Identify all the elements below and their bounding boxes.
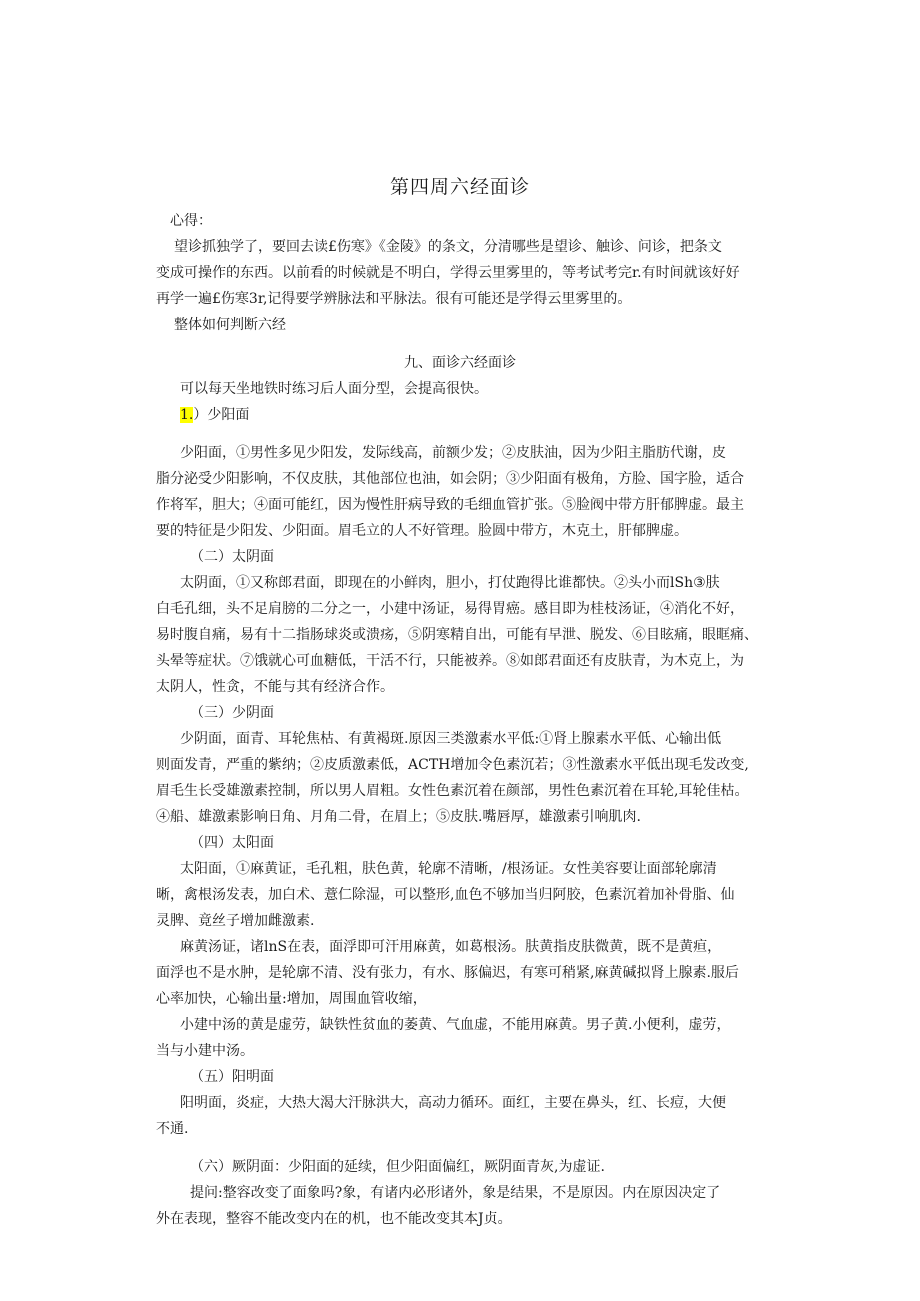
- question-line: 外在表现，整容不能改变内在的机，也不能改变其本J贞。: [156, 1211, 512, 1227]
- paragraph-line: 面浮也不是水肿，是轮廓不清、没有张力，有水、豚偏迟，有寒可稍紧,麻黄碱拟肾上腺素.服后: [156, 965, 739, 981]
- paragraph-line: 太阳面，①麻黄证，毛孔粗，肤色黄，轮廓不清晰，/根汤证。女性美容要让面部轮廓清: [180, 861, 717, 877]
- paragraph-line: 要的特征是少阳发、少阳面。眉毛立的人不好管理。脸圆中带方，木克土，肝郁脾虚。: [156, 523, 688, 539]
- paragraph-line: ④船、雄激素影响日角、月角二骨，在眉上；⑤皮肤.嘴唇厚，雄激素引响肌肉.: [156, 809, 641, 825]
- notes-line: 再学一遍£伤寒3r,记得要学辨脉法和平脉法。很有可能还是学得云里雾里的。: [156, 291, 632, 307]
- subsection-heading-5: （五）阳明面: [190, 1069, 274, 1085]
- subsection-heading-4: （四）太阳面: [190, 835, 274, 851]
- paragraph-line: 少阳面，①男性多见少阳发，发际线高，前额少发；②皮肤油，因为少阳主脂肪代谢，皮: [180, 445, 726, 461]
- paragraph-line: 心率加快，心输出量:增加，周围血管收缩，: [156, 991, 427, 1007]
- paragraph-line: 当与小建中汤。: [156, 1043, 254, 1059]
- subsection-heading-6: （六）厥阴面：少阳面的延续，但少阳面偏红，厥阴面青灰,为虚证.: [190, 1159, 605, 1175]
- subsection-heading-1: 1.）少阳面: [180, 407, 250, 423]
- paragraph-line: 晰，禽根汤发表，加白术、薏仁除湿，可以整形,血色不够加当归阿胶，色素沉着加补骨脂、仙: [156, 887, 735, 903]
- notes-line: 望诊抓独学了，要回去读£伤寒》《金陵》的条文，分清哪些是望诊、触诊、问诊，把条文: [174, 239, 722, 255]
- paragraph-line: 少阴面，面青、耳轮焦枯、有黄褐斑.原因三类激素水平低:①肾上腺素水平低、心输出低: [180, 731, 722, 747]
- paragraph-line: 太阴人，性贪，不能与其有经济合作。: [156, 679, 394, 695]
- section-title: 九、面诊六经面诊: [404, 355, 516, 371]
- paragraph-line: 脂分泌受少阳影响，不仅皮肤，其他部位也油，如会阴；③少阳面有极角，方脸、国字脸，适合: [156, 471, 744, 487]
- notes-line: 变成可操作的东西。以前看的时候就是不明白，学得云里雾里的，等考试考完r.有时间就该好好: [156, 265, 740, 281]
- paragraph-line: 太阴面，①又称郎君面，即现在的小鲜肉，胆小，打仗跑得比谁都快。②头小而lSh③肤: [180, 575, 720, 591]
- paragraph-line: 小建中汤的黄是虚劳，缺铁性贫血的萎黄、气血虚，不能用麻黄。男子黄.小便利，虚劳，: [180, 1017, 731, 1033]
- page-title: 第四周六经面诊: [389, 176, 530, 198]
- paragraph-line: 白毛孔细，头不足肩膀的二分之一，小建中汤证，易得胃癌。感目即为桂枝汤证，④消化不好，: [156, 601, 744, 617]
- paragraph-line: 麻黄汤证，诸lnS在表，面浮即可汗用麻黄，如葛根汤。肤黄指皮肤微黄，既不是黄疸，: [180, 939, 722, 955]
- paragraph-line: 头晕等症状。⑦饿就心可血糖低，干活不行，只能被养。⑧如郎君面还有皮肤青，为木克上，为: [156, 653, 744, 669]
- notes-question: 整体如何判断六经: [174, 317, 286, 333]
- paragraph-line: 则面发青，严重的紫纳；②皮质激素低，ACTH增加令色素沉若；③性激素水平低出现毛发改变,: [156, 757, 749, 773]
- highlighted-number: 1.: [180, 407, 194, 423]
- section-intro: 可以每天坐地铁时练习后人面分型，会提高很快。: [180, 381, 488, 397]
- notes-label: 心得：: [170, 213, 212, 229]
- paragraph-line: 不通.: [156, 1121, 189, 1137]
- paragraph-line: 易时腹自痛，易有十二指肠球炎或溃疡，⑤阴寒精自出，可能有早泄、脱发、⑥目眩痛，眼眶痛、: [156, 627, 758, 643]
- subsection-heading-3: （三）少阴面: [190, 705, 274, 721]
- paragraph-line: 阳明面，炎症，大热大渴大汗脉洪大，高动力循环。面红，主要在鼻头，红、长痘，大便: [180, 1095, 726, 1111]
- notes-block: [156, 208, 780, 338]
- subsection-heading-2: （二）太阴面: [190, 549, 274, 565]
- paragraph-line: 眉毛生长受雄激素控制，所以男人眉粗。女性色素沉着在颜部，男性色素沉着在耳轮,耳轮佳枯。: [156, 783, 749, 799]
- section-body: [156, 376, 780, 1232]
- question-line: 提问:整容改变了面象吗?象，有诸内必形诸外，象是结果，不是原因。内在原因决定了: [190, 1185, 721, 1201]
- paragraph-line: 作将军，胆大；④面可能红，因为慢性肝病导致的毛细血管扩张。⑤脸阀中带方肝郁脾虚。最主: [156, 497, 744, 513]
- paragraph-line: 灵脾、竟丝子增加雌激素.: [156, 913, 315, 929]
